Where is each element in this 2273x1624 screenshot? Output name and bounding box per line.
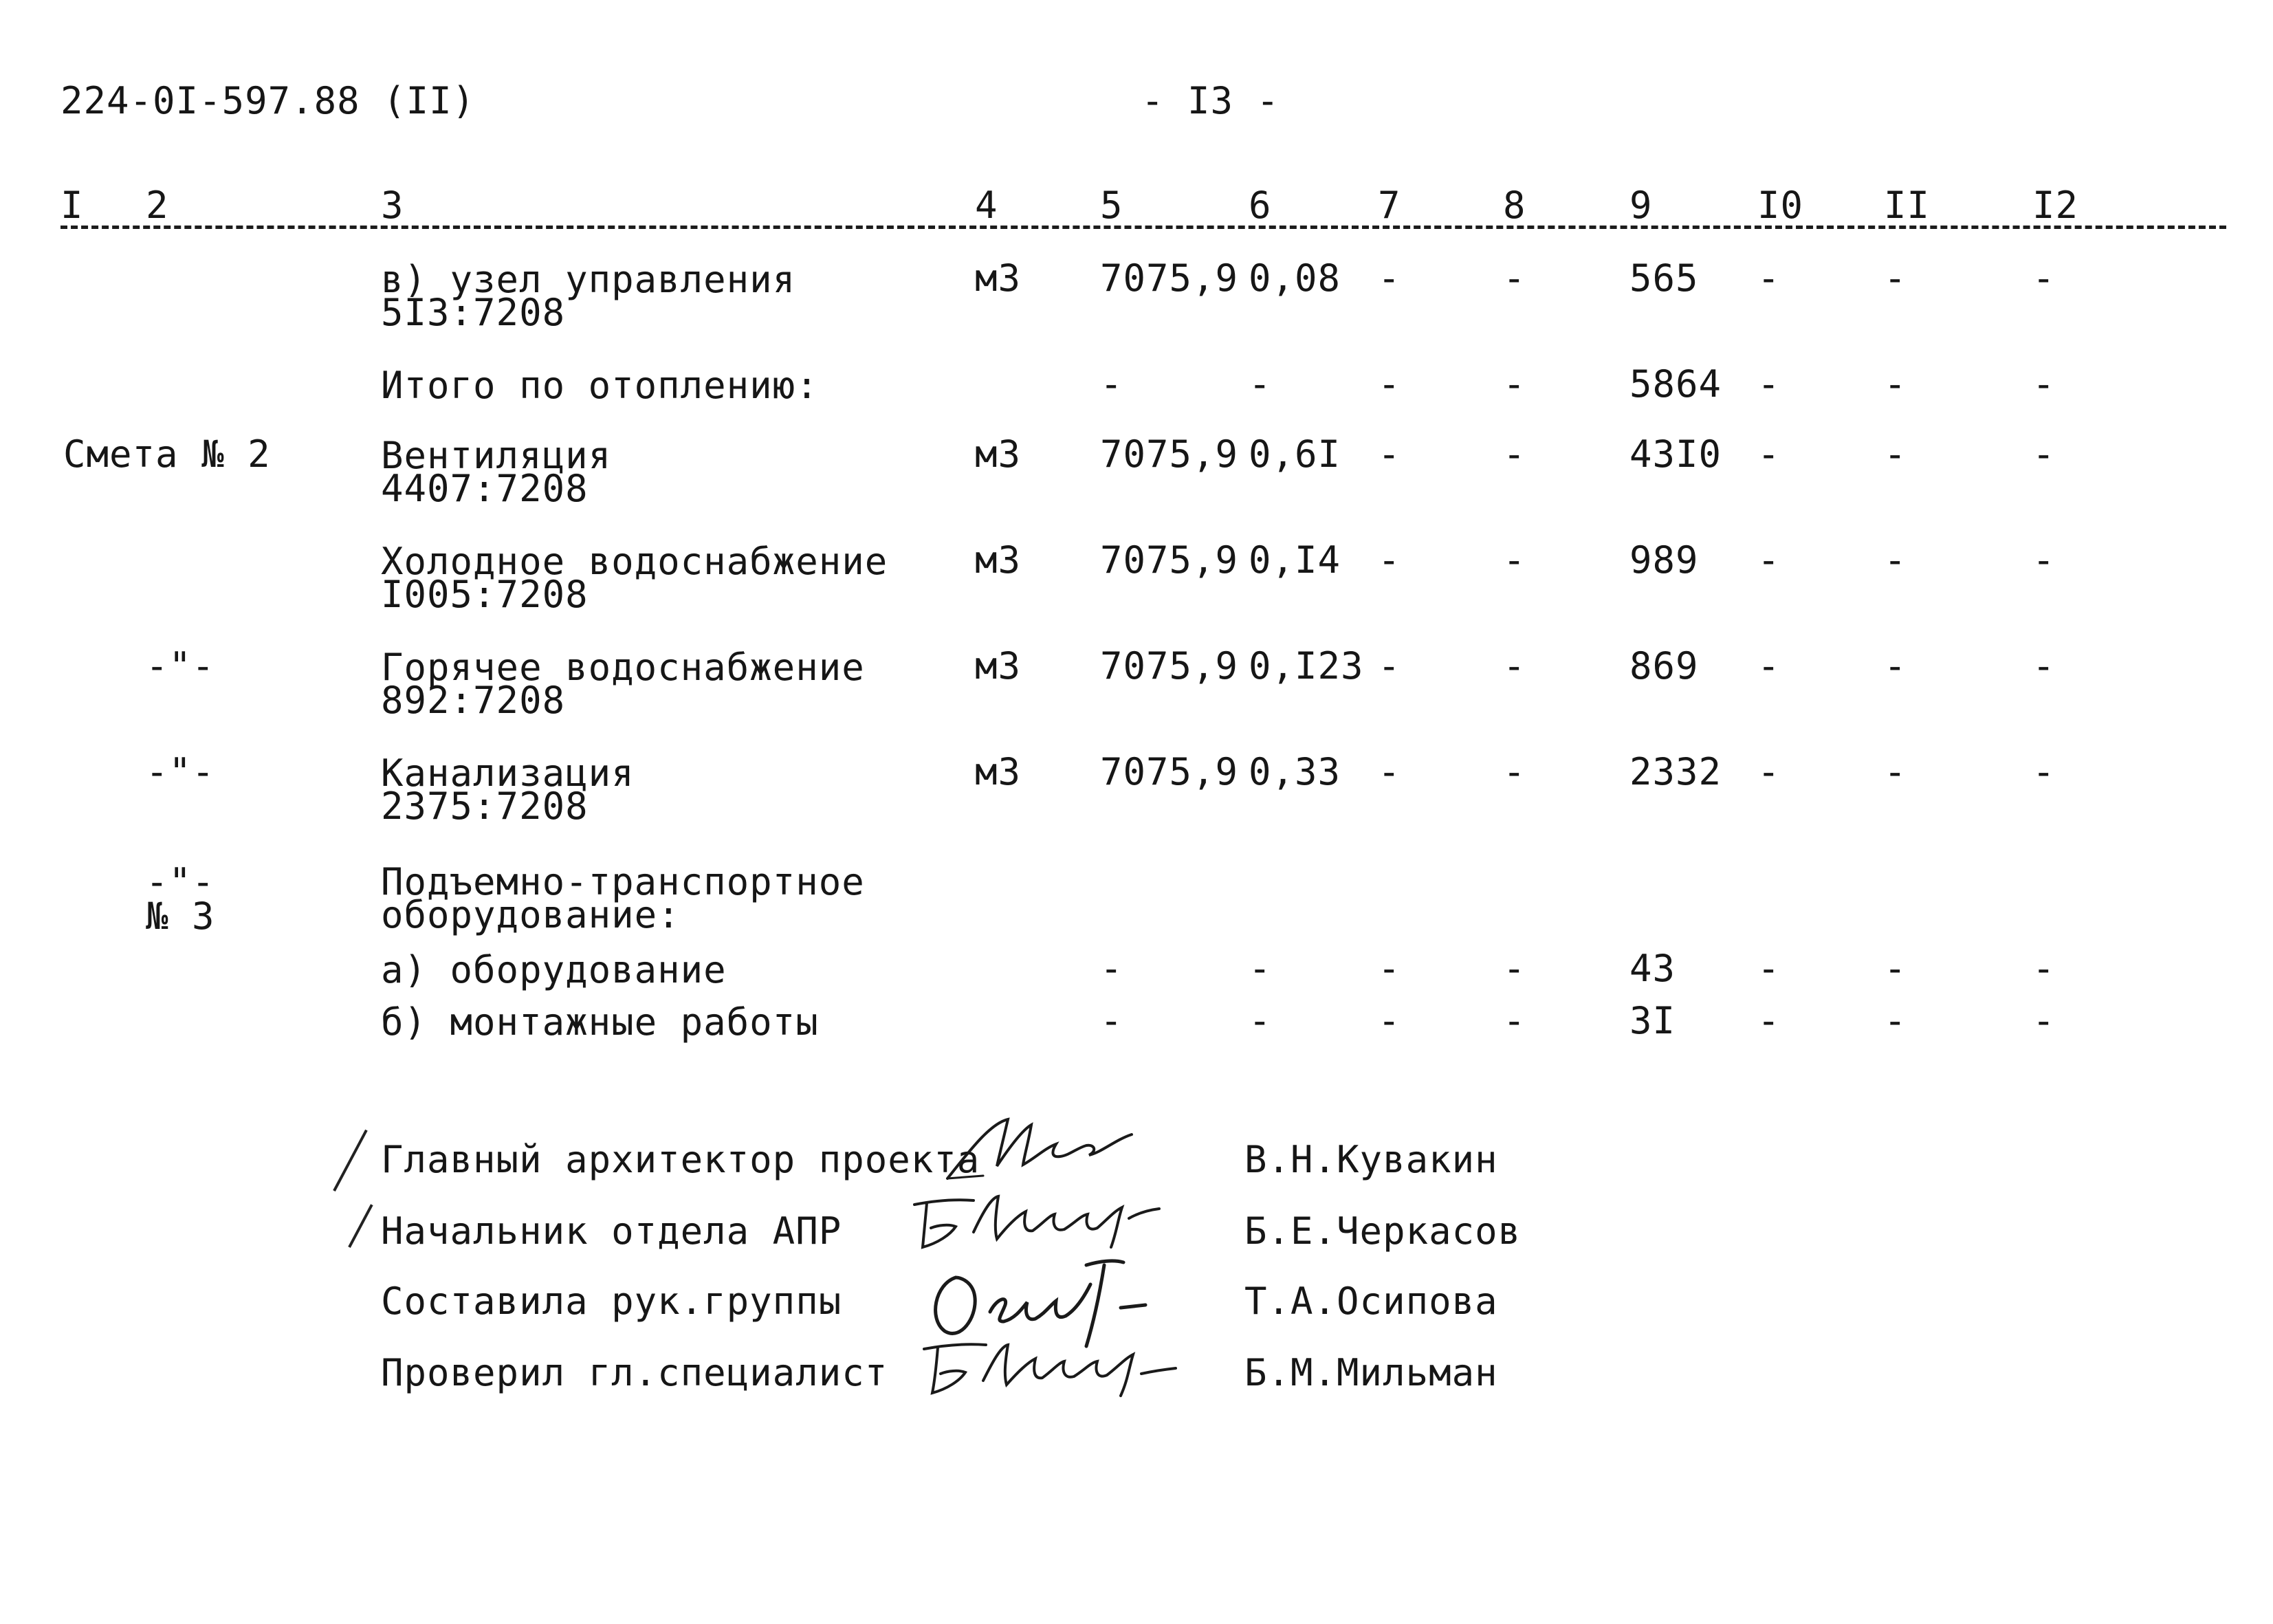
col8-cell: -	[1503, 999, 1526, 1042]
signer-role: Начальник отдела АПР	[381, 1209, 842, 1253]
col7-cell: -	[1378, 256, 1401, 300]
col5-cell: 7075,9	[1100, 432, 1239, 476]
column-header-6: 6	[1249, 184, 1272, 227]
estimate-number: № 3	[146, 895, 215, 938]
handwritten-signature	[908, 1184, 1196, 1260]
col8-cell: -	[1503, 538, 1526, 582]
col10-cell: -	[1757, 538, 1781, 582]
item-code: 2375:7208	[381, 784, 589, 828]
col9-cell: 3I	[1629, 999, 1676, 1042]
ditto-mark: -"-	[146, 860, 215, 903]
signer-name: В.Н.Кувакин	[1244, 1138, 1498, 1181]
ditto-mark: -"-	[146, 750, 215, 793]
col11-cell: -	[1884, 538, 1907, 582]
item-name: Холодное водоснабжение	[381, 540, 888, 583]
col11-cell: -	[1884, 947, 1907, 990]
col9-cell: 43I0	[1629, 432, 1722, 476]
col9-cell: 565	[1629, 256, 1699, 300]
item-name: б) монтажные работы	[381, 1000, 819, 1044]
col7-cell: -	[1378, 538, 1401, 582]
margin-mark	[348, 1204, 373, 1248]
column-header-5: 5	[1100, 184, 1123, 227]
col6-cell: -	[1249, 999, 1272, 1042]
col7-cell: -	[1378, 999, 1401, 1042]
item-code: 5I3:7208	[381, 291, 566, 334]
column-header-9: 9	[1629, 184, 1653, 227]
col8-cell: -	[1503, 947, 1526, 990]
col5-cell: 7075,9	[1100, 644, 1239, 688]
col11-cell: -	[1884, 362, 1907, 406]
col6-cell: -	[1249, 947, 1272, 990]
col8-cell: -	[1503, 362, 1526, 406]
col11-cell: -	[1884, 999, 1907, 1042]
column-header-10: I0	[1757, 184, 1804, 227]
col9-cell: 869	[1629, 644, 1699, 688]
col12-cell: -	[2032, 256, 2056, 300]
col5-cell: 7075,9	[1100, 750, 1239, 793]
col10-cell: -	[1757, 256, 1781, 300]
item-code: I005:7208	[381, 573, 589, 616]
col11-cell: -	[1884, 644, 1907, 688]
page-number: - I3 -	[1141, 79, 1280, 122]
unit-cell: м3	[975, 644, 1022, 688]
item-name: в) узел управления	[381, 258, 796, 301]
col5-cell: 7075,9	[1100, 538, 1239, 582]
document-code: 224-0I-597.88 (II)	[61, 79, 476, 122]
column-header-3: 3	[381, 184, 404, 227]
col10-cell: -	[1757, 947, 1781, 990]
col10-cell: -	[1757, 432, 1781, 476]
col6-cell: 0,I23	[1249, 644, 1364, 688]
col12-cell: -	[2032, 947, 2056, 990]
column-header-12: I2	[2032, 184, 2079, 227]
unit-cell: м3	[975, 538, 1022, 582]
col11-cell: -	[1884, 256, 1907, 300]
col5-cell: -	[1100, 947, 1123, 990]
signer-name: Б.Е.Черкасов	[1244, 1209, 1522, 1253]
handwritten-signature	[942, 1110, 1148, 1185]
column-header-8: 8	[1503, 184, 1526, 227]
col10-cell: -	[1757, 999, 1781, 1042]
col7-cell: -	[1378, 750, 1401, 793]
col8-cell: -	[1503, 750, 1526, 793]
col5-cell: -	[1100, 362, 1123, 406]
col8-cell: -	[1503, 256, 1526, 300]
header-divider	[61, 226, 2226, 229]
col9-cell: 989	[1629, 538, 1699, 582]
signer-role: Проверил гл.специалист	[381, 1351, 888, 1394]
col12-cell: -	[2032, 538, 2056, 582]
signer-name: Т.А.Осипова	[1244, 1280, 1498, 1323]
col11-cell: -	[1884, 750, 1907, 793]
col9-cell: 5864	[1629, 362, 1722, 406]
col7-cell: -	[1378, 362, 1401, 406]
signer-role: Главный архитектор проекта	[381, 1138, 980, 1181]
column-header-11: II	[1884, 184, 1931, 227]
col8-cell: -	[1503, 644, 1526, 688]
col6-cell: 0,6I	[1249, 432, 1341, 476]
item-name: Вентиляция	[381, 434, 612, 477]
item-name: Подъемно-транспортное	[381, 860, 865, 903]
col10-cell: -	[1757, 362, 1781, 406]
col11-cell: -	[1884, 432, 1907, 476]
item-name: Канализация	[381, 751, 635, 795]
margin-mark	[333, 1130, 367, 1192]
col7-cell: -	[1378, 644, 1401, 688]
col12-cell: -	[2032, 432, 2056, 476]
col6-cell: 0,I4	[1249, 538, 1341, 582]
estimate-label: Смета № 2	[63, 432, 271, 476]
col10-cell: -	[1757, 750, 1781, 793]
col12-cell: -	[2032, 999, 2056, 1042]
item-name: Горячее водоснабжение	[381, 646, 865, 689]
ditto-mark: -"-	[146, 644, 215, 688]
col12-cell: -	[2032, 362, 2056, 406]
col5-cell: -	[1100, 999, 1123, 1042]
col7-cell: -	[1378, 432, 1401, 476]
column-header-4: 4	[975, 184, 998, 227]
signer-name: Б.М.Мильман	[1244, 1351, 1498, 1394]
col9-cell: 43	[1629, 947, 1676, 990]
item-name: а) оборудование	[381, 948, 727, 991]
item-name-continued: оборудование:	[381, 893, 681, 936]
unit-cell: м3	[975, 432, 1022, 476]
unit-cell: м3	[975, 256, 1022, 300]
col12-cell: -	[2032, 750, 2056, 793]
item-code: 4407:7208	[381, 467, 589, 510]
col10-cell: -	[1757, 644, 1781, 688]
item-code: 892:7208	[381, 679, 566, 722]
col7-cell: -	[1378, 947, 1401, 990]
col9-cell: 2332	[1629, 750, 1722, 793]
col6-cell: 0,33	[1249, 750, 1341, 793]
col12-cell: -	[2032, 644, 2056, 688]
column-header-7: 7	[1378, 184, 1401, 227]
col6-cell: -	[1249, 362, 1272, 406]
col6-cell: 0,08	[1249, 256, 1341, 300]
column-header-2: 2	[146, 184, 169, 227]
column-header-1: I	[61, 184, 84, 227]
unit-cell: м3	[975, 750, 1022, 793]
item-name: Итого по отоплению:	[381, 364, 819, 407]
handwritten-signature	[914, 1330, 1203, 1405]
col5-cell: 7075,9	[1100, 256, 1239, 300]
col8-cell: -	[1503, 432, 1526, 476]
signer-role: Составила рук.группы	[381, 1280, 842, 1323]
